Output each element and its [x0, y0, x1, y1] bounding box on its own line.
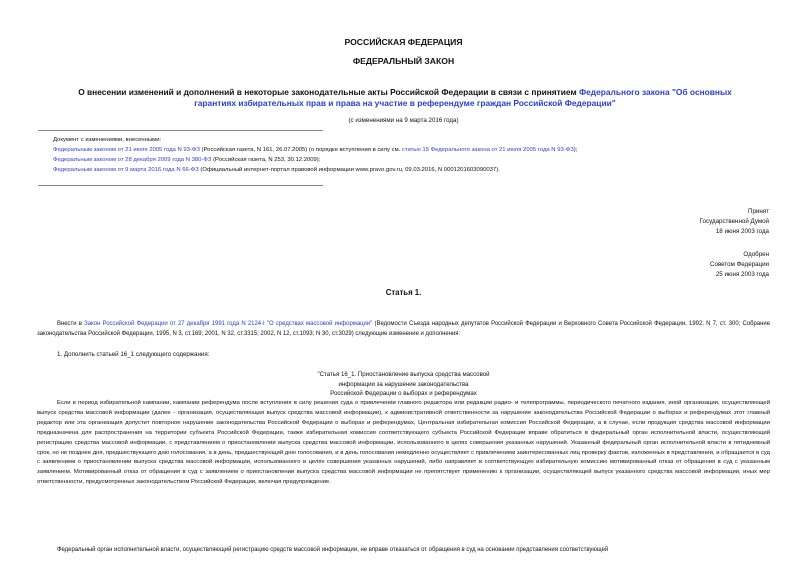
law-type-heading: ФЕДЕРАЛЬНЫЙ ЗАКОН: [352, 56, 455, 66]
last-paragraph: Федеральный орган исполнительной власти, осуществляющий регистрацию средств массовой информации, не вправе отказаться от обращения в суд на основании представления соответствующей: [57, 547, 609, 553]
amendment-text: (Российская газета, N 161, 26.07.2005) (о порядке вступления в силу см.: [199, 147, 402, 153]
amendment-tail: );: [573, 147, 578, 153]
media-law-link[interactable]: Закон Российской Федерации от 27 декабря 1991 года N 2124-I "О средствах массовой информации": [84, 321, 373, 327]
adopted-date: 18 июня 2003 года: [715, 228, 769, 235]
amendment-text: (Российская газета, N 253, 30.12.2009);: [211, 157, 321, 163]
approved-date: 25 июня 2003 года: [715, 271, 769, 278]
article-16-1-title-line: информации за нарушение законодательства: [338, 380, 469, 388]
adopted-line: Принят: [748, 208, 769, 215]
amendment-item: [53, 145, 773, 155]
adopted-body: Государственной Думой: [699, 218, 769, 225]
article-16-1-title-line: "Статья 16_1. Приостановление выпуска средства массовой: [317, 371, 490, 378]
approved-line: Одобрен: [743, 251, 769, 258]
law-title-link[interactable]: Федерального закона "Об основных гарантиях избирательных прав и права на участие в референдуме граждан Российской Федерации": [194, 87, 732, 108]
adopted-block: [700, 207, 769, 237]
item-1: 1. Дополнить статьей 16_1 следующего содержания:: [57, 351, 210, 358]
amendment-link[interactable]: Федеральным законом от 28 декабря 2009 года N 380-ФЗ: [53, 157, 212, 163]
article-heading: Статья 1.: [385, 288, 422, 297]
law-title: [60, 87, 750, 109]
bottom-divider: [38, 185, 323, 186]
amendments-heading: Документ с изменениями, внесенными:: [53, 137, 162, 143]
approved-body: Советом Федерации: [710, 261, 769, 268]
article-intro-paragraph: [37, 319, 770, 339]
intro-text: (Ведомости Съезда народных депутатов Российской Федерации и Верховного Совета Российской Федерации, 1992, N 7, ст. 300; Собрание законодательства Российской Федерации, 1995, N 3, ст.169; 2001, N 32, ст.3315; 2002, N 12, ст.1093; N 30, ст.3029) следующие изменение и дополнения:: [37, 321, 770, 337]
amendment-item: [53, 155, 773, 165]
amendment-link[interactable]: Федеральным законом от 21 июля 2005 года N 93-ФЗ: [53, 147, 200, 153]
top-divider: [38, 130, 323, 131]
amendment-item: [53, 165, 773, 175]
article-16-1-title-line: Российской Федерации о выборах и референдумах: [330, 390, 477, 398]
intro-prefix: Внести в: [57, 321, 85, 327]
approved-block: [710, 250, 769, 280]
amendment-link-secondary[interactable]: статью 15 Федерального закона от 21 июля 2005 года N 93-ФЗ: [401, 147, 574, 153]
article-16-1-title: [0, 370, 807, 399]
article-16-1-body: Если в период избирательной кампании, кампании референдума после вступления в силу решения суда о привлечении главного редактора или редакции радио- и телепрограммы, периодического печатного издания, иной организации, осуществляющей выпуск средства массовой информации (далее - организация, осуществляющая выпуск средства массовой информации), к административной ответственности за нарушение законодательства Российской Федерации о выборах и референдумах этот главный редактор или эта организация допустит повторное нарушение законодательства Российской Федерации о выборах и референдумах, Центральная избирательная комиссия Российской Федерации, а в случае, если продукция средства массовой информации предназначена для распространения на территории субъекта Российской Федерации, также избирательная комиссия соответствующего субъекта Российской Федерации вправе обратиться в федеральный орган исполнительной власти, осуществляющий регистрацию средства массовой информации, с представлением о приостановлении выпуска средства массовой информации, использованного в целях совершения указанных нарушений. Указанный федеральный орган исполнительной власти в пятидневный срок, но не позднее дня, предшествующего дню голосования, а в день, предшествующий дню голосования, и в день голосования немедленно осуществляет с привлечением заинтересованных лиц проверку фактов, изложенных в представлении, и обращается в суд с заявлением о приостановлении выпуска средства массовой информации, использованного в целях совершения указанных нарушений, либо направляет в соответствующую избирательную комиссию мотивированный отказ от обращения в суд с указанным заявлением. Мотивированный отказ от обращения в суд с заявлением о приостановлении выпуска средства массовой информации не препятствует применению к организации, осуществляющей выпуск указанного средства массовой информации, иных мер ответственности, предусмотренных законодательством Российской Федерации, включая предупреждение.: [37, 400, 770, 486]
amendments-box: [53, 135, 773, 175]
amendment-text: (Официальный интернет-портал правовой информации www.pravo.gov.ru, 09.03.2016, N 0001201603090037).: [198, 167, 500, 173]
amended-note: (с изменениями на 9 марта 2016 года): [348, 117, 459, 124]
federation-heading: РОССИЙСКАЯ ФЕДЕРАЦИЯ: [344, 37, 463, 47]
amendment-link[interactable]: Федеральным законом от 9 марта 2016 года N 66-ФЗ: [53, 167, 199, 173]
law-title-text: О внесении изменений и дополнений в некоторые законодательные акты Российской Федерации в связи с принятием: [78, 87, 579, 97]
